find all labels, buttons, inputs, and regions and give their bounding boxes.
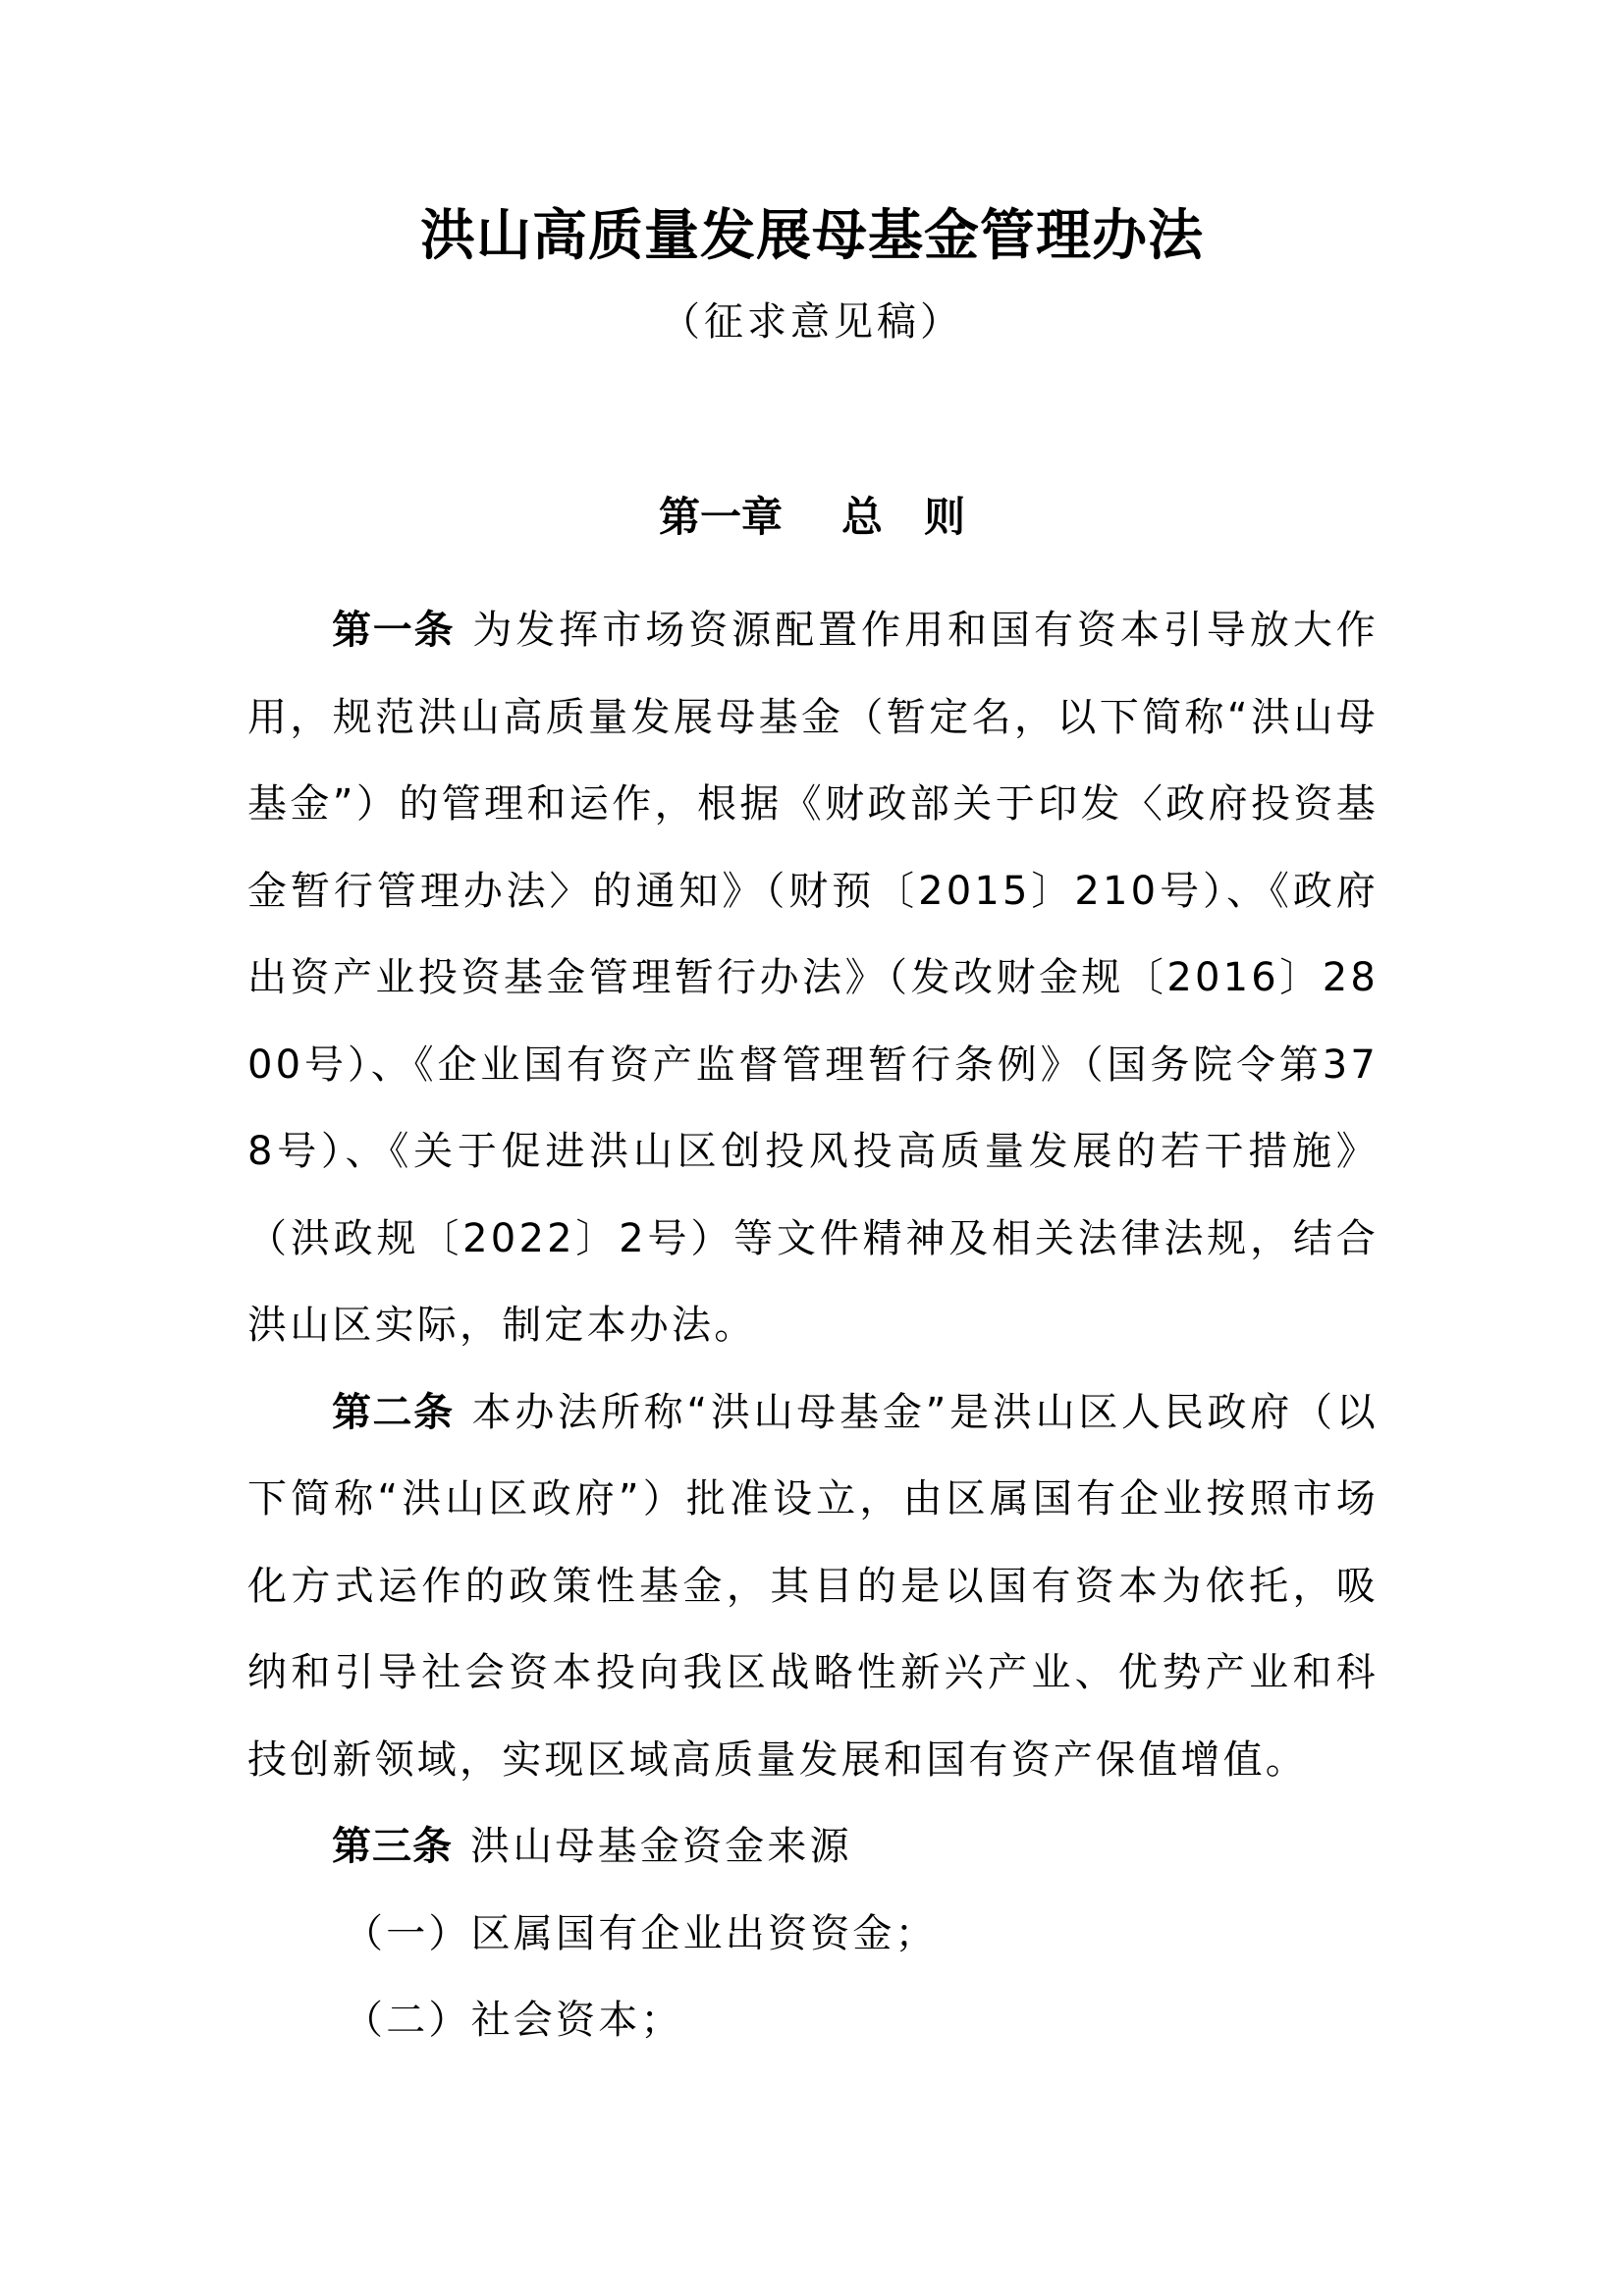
document-title: 洪山高质量发展母基金管理办法 [420,203,1204,268]
list-item: （二）社会资本； [344,1998,683,2043]
document-subtitle: （征求意见稿） [661,299,963,345]
article-number: 第一条 [332,608,456,653]
article-number: 第三条 [332,1824,453,1869]
article-3 [247,1803,1379,1891]
chapter-heading [0,488,1624,547]
article-text: 本办法所称“洪山母基金”是洪山区人民政府（以下简称“洪山区政府”）批准设立，由区属国有企业按照市场化方式运作的政策性基金，其目的是以国有资本为依托，吸纳和引导社会资本投向我区战略性新兴产业、优势产业和科技创新领域，实现区域高质量发展和国有资产保值增值。 [247,1389,1379,1783]
article-2 [247,1369,1379,1804]
chapter-number: 第一章 [658,493,783,541]
article-number: 第二条 [332,1389,455,1435]
article-1 [247,587,1379,1369]
article-text: 为发挥市场资源配置作用和国有资本引导放大作用，规范洪山高质量发展母基金（暂定名，以下简称“洪山母基金”）的管理和运作，根据《财政部关于印发〈政府投资基金暂行管理办法〉的通知》（财预〔2015〕210号）、《政府出资产业投资基金管理暂行办法》（发改财金规〔2016〕2800号）、《企业国有资产监督管理暂行条例》（国务院令第378号）、《关于促进洪山区创投风投高质量发展的若干措施》（洪政规〔2022〕2号）等文件精神及相关法律法规，结合洪山区实际，制定本办法。 [247,608,1380,1348]
chapter-name: 总 则 [841,493,966,541]
document-body [247,587,1379,2064]
article-text: 洪山母基金资金来源 [470,1824,852,1869]
list-item: （一）区属国有企业出资资金； [344,1910,938,1956]
